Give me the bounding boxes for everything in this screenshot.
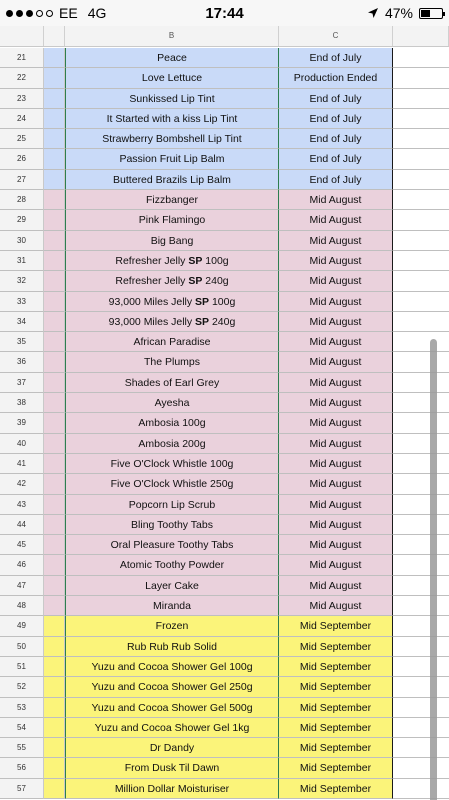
sp-bold-text: SP (188, 254, 203, 267)
row-number[interactable]: 38 (0, 393, 44, 413)
column-header-row (0, 26, 449, 47)
cell-d[interactable] (393, 657, 449, 677)
clock: 17:44 (205, 5, 244, 22)
location-arrow-icon (367, 7, 379, 19)
product-name-cell[interactable]: Layer Cake (65, 576, 279, 596)
table-row (0, 170, 449, 190)
cell-a[interactable] (44, 596, 65, 616)
cell-a[interactable] (44, 89, 65, 109)
table-row (0, 535, 449, 555)
table-row (0, 495, 449, 515)
release-date-cell[interactable]: Mid August (279, 251, 393, 271)
product-name-cell[interactable]: It Started with a kiss Lip Tint (65, 109, 279, 129)
battery-percent: 47% (384, 5, 413, 21)
row-number[interactable]: 45 (0, 535, 44, 555)
column-header-a[interactable] (44, 26, 65, 46)
release-date-cell[interactable]: Mid August (279, 393, 393, 413)
cell-a[interactable] (44, 535, 65, 555)
release-date-cell[interactable]: Mid September (279, 637, 393, 657)
product-name-cell[interactable]: Peace (65, 48, 279, 68)
table-row (0, 637, 449, 657)
cell-d[interactable] (393, 312, 449, 332)
cell-a[interactable] (44, 698, 65, 718)
table-row (0, 718, 449, 738)
sp-bold-text: SP (195, 315, 210, 328)
cell-d[interactable] (393, 454, 449, 474)
release-date-cell[interactable]: Mid August (279, 434, 393, 454)
cell-a[interactable] (44, 271, 65, 291)
release-date-cell[interactable]: Mid September (279, 758, 393, 778)
row-number[interactable]: 53 (0, 698, 44, 718)
table-row (0, 129, 449, 149)
release-date-cell[interactable]: Mid September (279, 616, 393, 636)
cell-d[interactable] (393, 555, 449, 575)
release-date-cell[interactable]: Mid August (279, 495, 393, 515)
release-date-cell[interactable]: Mid August (279, 576, 393, 596)
row-number[interactable]: 24 (0, 109, 44, 129)
row-number[interactable]: 23 (0, 89, 44, 109)
cell-a[interactable] (44, 149, 65, 169)
release-date-cell[interactable]: Mid August (279, 413, 393, 433)
cell-a[interactable] (44, 555, 65, 575)
table-row (0, 596, 449, 616)
cell-a[interactable] (44, 515, 65, 535)
release-date-cell[interactable]: Mid August (279, 210, 393, 230)
cell-a[interactable] (44, 251, 65, 271)
cell-a[interactable] (44, 677, 65, 697)
cell-d[interactable] (393, 170, 449, 190)
cell-a[interactable] (44, 190, 65, 210)
cell-a[interactable] (44, 393, 65, 413)
table-row (0, 515, 449, 535)
row-number[interactable]: 39 (0, 413, 44, 433)
release-date-cell[interactable]: End of July (279, 149, 393, 169)
sp-bold-text: SP (195, 295, 210, 308)
row-number[interactable]: 54 (0, 718, 44, 738)
cell-d[interactable] (393, 251, 449, 271)
status-bar (0, 0, 449, 26)
cell-a[interactable] (44, 68, 65, 88)
product-name-cell[interactable]: Fizzbanger (65, 190, 279, 210)
product-name-cell[interactable]: Miranda (65, 596, 279, 616)
cell-a[interactable] (44, 616, 65, 636)
row-number[interactable]: 55 (0, 738, 44, 758)
row-number[interactable]: 33 (0, 292, 44, 312)
cell-a[interactable] (44, 495, 65, 515)
table-row (0, 576, 449, 596)
release-date-cell[interactable]: Mid September (279, 698, 393, 718)
product-name-cell[interactable]: Bling Toothy Tabs (65, 515, 279, 535)
cell-d[interactable] (393, 332, 449, 352)
row-number[interactable]: 27 (0, 170, 44, 190)
network-type: 4G (87, 5, 107, 21)
table-row (0, 698, 449, 718)
cell-d[interactable] (393, 637, 449, 657)
release-date-cell[interactable]: Mid August (279, 454, 393, 474)
product-name-cell[interactable]: Big Bang (65, 231, 279, 251)
row-number[interactable]: 28 (0, 190, 44, 210)
cell-d[interactable] (393, 495, 449, 515)
cell-a[interactable] (44, 129, 65, 149)
release-date-cell[interactable]: Mid August (279, 596, 393, 616)
table-row (0, 48, 449, 68)
release-date-cell[interactable]: Mid September (279, 677, 393, 697)
table-row (0, 271, 449, 291)
cell-a[interactable] (44, 657, 65, 677)
row-number[interactable]: 25 (0, 129, 44, 149)
release-date-cell[interactable]: Mid September (279, 738, 393, 758)
column-header-b[interactable]: B (65, 26, 279, 46)
cell-a[interactable] (44, 576, 65, 596)
row-number[interactable]: 21 (0, 48, 44, 68)
cell-a[interactable] (44, 454, 65, 474)
table-row (0, 109, 449, 129)
product-name-cell[interactable]: Yuzu and Cocoa Shower Gel 250g (65, 677, 279, 697)
table-row (0, 779, 449, 799)
row-number[interactable]: 35 (0, 332, 44, 352)
product-name-cell[interactable]: Frozen (65, 616, 279, 636)
cell-d[interactable] (393, 48, 449, 68)
table-row (0, 454, 449, 474)
cell-d[interactable] (393, 109, 449, 129)
table-row (0, 332, 449, 352)
row-number[interactable]: 32 (0, 271, 44, 291)
cell-d[interactable] (393, 210, 449, 230)
cell-d[interactable] (393, 231, 449, 251)
cell-d[interactable] (393, 393, 449, 413)
release-date-cell[interactable]: Mid August (279, 474, 393, 494)
release-date-cell[interactable]: Mid August (279, 271, 393, 291)
table-row (0, 657, 449, 677)
cell-d[interactable] (393, 779, 449, 799)
cell-a[interactable] (44, 718, 65, 738)
cell-a[interactable] (44, 109, 65, 129)
cell-a[interactable] (44, 474, 65, 494)
table-row (0, 373, 449, 393)
product-name-cell[interactable]: Love Lettuce (65, 68, 279, 88)
product-name-cell[interactable]: Pink Flamingo (65, 210, 279, 230)
release-date-cell[interactable]: End of July (279, 109, 393, 129)
row-number[interactable]: 29 (0, 210, 44, 230)
cell-d[interactable] (393, 373, 449, 393)
product-name-cell[interactable]: Million Dollar Moisturiser (65, 779, 279, 799)
table-row (0, 149, 449, 169)
cell-d[interactable] (393, 698, 449, 718)
row-number[interactable]: 48 (0, 596, 44, 616)
cell-d[interactable] (393, 129, 449, 149)
product-name-cell[interactable]: Five O'Clock Whistle 100g (65, 454, 279, 474)
cell-d[interactable] (393, 718, 449, 738)
release-date-cell[interactable]: Mid August (279, 292, 393, 312)
cell-a[interactable] (44, 413, 65, 433)
cell-d[interactable] (393, 474, 449, 494)
product-name-cell[interactable]: Yuzu and Cocoa Shower Gel 100g (65, 657, 279, 677)
cell-d[interactable] (393, 271, 449, 291)
row-number[interactable]: 51 (0, 657, 44, 677)
product-name-cell[interactable]: African Paradise (65, 332, 279, 352)
sp-bold-text: SP (188, 275, 203, 288)
cell-d[interactable] (393, 89, 449, 109)
cell-a[interactable] (44, 352, 65, 372)
table-row (0, 210, 449, 230)
product-name-cell[interactable]: From Dusk Til Dawn (65, 758, 279, 778)
cell-a[interactable] (44, 292, 65, 312)
product-name-cell[interactable]: Shades of Earl Grey (65, 373, 279, 393)
column-header-d[interactable] (393, 26, 449, 46)
table-row (0, 393, 449, 413)
table-row (0, 231, 449, 251)
cell-a[interactable] (44, 48, 65, 68)
product-name-cell[interactable]: Rub Rub Rub Solid (65, 637, 279, 657)
release-date-cell[interactable]: End of July (279, 129, 393, 149)
release-date-cell[interactable]: Mid August (279, 352, 393, 372)
product-name-cell[interactable]: Dr Dandy (65, 738, 279, 758)
product-name-cell[interactable]: The Plumps (65, 352, 279, 372)
cell-d[interactable] (393, 758, 449, 778)
release-date-cell[interactable]: Mid August (279, 373, 393, 393)
row-number[interactable]: 49 (0, 616, 44, 636)
release-date-cell[interactable]: End of July (279, 170, 393, 190)
cell-a[interactable] (44, 312, 65, 332)
sheet-rows (0, 48, 449, 799)
cell-d[interactable] (393, 596, 449, 616)
status-right (367, 5, 443, 21)
table-row (0, 312, 449, 332)
product-name-cell[interactable]: 93,000 Miles Jelly SP 240g (65, 312, 279, 332)
cell-d[interactable] (393, 352, 449, 372)
release-date-cell[interactable]: Mid August (279, 312, 393, 332)
table-row (0, 474, 449, 494)
row-number[interactable]: 31 (0, 251, 44, 271)
cell-d[interactable] (393, 738, 449, 758)
table-row (0, 758, 449, 778)
release-date-cell[interactable]: Mid August (279, 515, 393, 535)
row-number[interactable]: 30 (0, 231, 44, 251)
product-name-cell[interactable]: Oral Pleasure Toothy Tabs (65, 535, 279, 555)
release-date-cell[interactable]: Mid August (279, 190, 393, 210)
row-number[interactable]: 37 (0, 373, 44, 393)
cell-a[interactable] (44, 758, 65, 778)
table-row (0, 292, 449, 312)
cell-d[interactable] (393, 535, 449, 555)
product-name-cell[interactable]: Buttered Brazils Lip Balm (65, 170, 279, 190)
battery-icon (419, 8, 443, 19)
product-name-cell[interactable]: Yuzu and Cocoa Shower Gel 1kg (65, 718, 279, 738)
row-number[interactable]: 44 (0, 515, 44, 535)
row-number[interactable]: 26 (0, 149, 44, 169)
cell-d[interactable] (393, 413, 449, 433)
cell-a[interactable] (44, 637, 65, 657)
cell-a[interactable] (44, 210, 65, 230)
cell-d[interactable] (393, 68, 449, 88)
table-row (0, 677, 449, 697)
product-name-cell[interactable]: Ayesha (65, 393, 279, 413)
table-row (0, 68, 449, 88)
row-number[interactable]: 41 (0, 454, 44, 474)
table-row (0, 555, 449, 575)
cell-a[interactable] (44, 373, 65, 393)
release-date-cell[interactable]: Mid August (279, 231, 393, 251)
release-date-cell[interactable]: End of July (279, 48, 393, 68)
table-row (0, 352, 449, 372)
corner-cell[interactable] (0, 26, 44, 46)
column-header-c[interactable]: C (279, 26, 393, 46)
release-date-cell[interactable]: Mid August (279, 555, 393, 575)
cell-d[interactable] (393, 515, 449, 535)
product-name-cell[interactable]: Yuzu and Cocoa Shower Gel 500g (65, 698, 279, 718)
release-date-cell[interactable]: Mid September (279, 779, 393, 799)
cell-a[interactable] (44, 434, 65, 454)
row-number[interactable]: 46 (0, 555, 44, 575)
cell-d[interactable] (393, 576, 449, 596)
product-name-cell[interactable]: Strawberry Bombshell Lip Tint (65, 129, 279, 149)
cell-a[interactable] (44, 231, 65, 251)
row-number[interactable]: 57 (0, 779, 44, 799)
cell-a[interactable] (44, 170, 65, 190)
product-name-cell[interactable]: Five O'Clock Whistle 250g (65, 474, 279, 494)
table-row (0, 251, 449, 271)
cell-d[interactable] (393, 292, 449, 312)
cell-d[interactable] (393, 190, 449, 210)
table-row (0, 190, 449, 210)
carrier-name: EE (59, 5, 78, 21)
product-name-cell[interactable]: Popcorn Lip Scrub (65, 495, 279, 515)
cell-d[interactable] (393, 677, 449, 697)
row-number[interactable]: 47 (0, 576, 44, 596)
product-name-cell[interactable]: Ambosia 100g (65, 413, 279, 433)
vertical-scrollbar[interactable] (430, 339, 437, 800)
table-row (0, 738, 449, 758)
row-number[interactable]: 22 (0, 68, 44, 88)
release-date-cell[interactable]: Production Ended (279, 68, 393, 88)
row-number[interactable]: 56 (0, 758, 44, 778)
row-number[interactable]: 34 (0, 312, 44, 332)
cell-a[interactable] (44, 738, 65, 758)
spreadsheet[interactable] (0, 26, 449, 800)
table-row (0, 413, 449, 433)
table-row (0, 434, 449, 454)
row-number[interactable]: 43 (0, 495, 44, 515)
table-row (0, 89, 449, 109)
cell-d[interactable] (393, 616, 449, 636)
cell-d[interactable] (393, 149, 449, 169)
product-name-cell[interactable]: Ambosia 200g (65, 434, 279, 454)
release-date-cell[interactable]: Mid September (279, 657, 393, 677)
table-row (0, 616, 449, 636)
release-date-cell[interactable]: Mid August (279, 535, 393, 555)
row-number[interactable]: 36 (0, 352, 44, 372)
release-date-cell[interactable]: End of July (279, 89, 393, 109)
row-number[interactable]: 52 (0, 677, 44, 697)
product-name-cell[interactable]: Sunkissed Lip Tint (65, 89, 279, 109)
row-number[interactable]: 50 (0, 637, 44, 657)
cell-a[interactable] (44, 779, 65, 799)
product-name-cell[interactable]: Atomic Toothy Powder (65, 555, 279, 575)
product-name-cell[interactable]: Refresher Jelly SP 240g (65, 271, 279, 291)
release-date-cell[interactable]: Mid August (279, 332, 393, 352)
product-name-cell[interactable]: Passion Fruit Lip Balm (65, 149, 279, 169)
cell-a[interactable] (44, 332, 65, 352)
cell-d[interactable] (393, 434, 449, 454)
release-date-cell[interactable]: Mid September (279, 718, 393, 738)
product-name-cell[interactable]: Refresher Jelly SP 100g (65, 251, 279, 271)
product-name-cell[interactable]: 93,000 Miles Jelly SP 100g (65, 292, 279, 312)
row-number[interactable]: 42 (0, 474, 44, 494)
row-number[interactable]: 40 (0, 434, 44, 454)
